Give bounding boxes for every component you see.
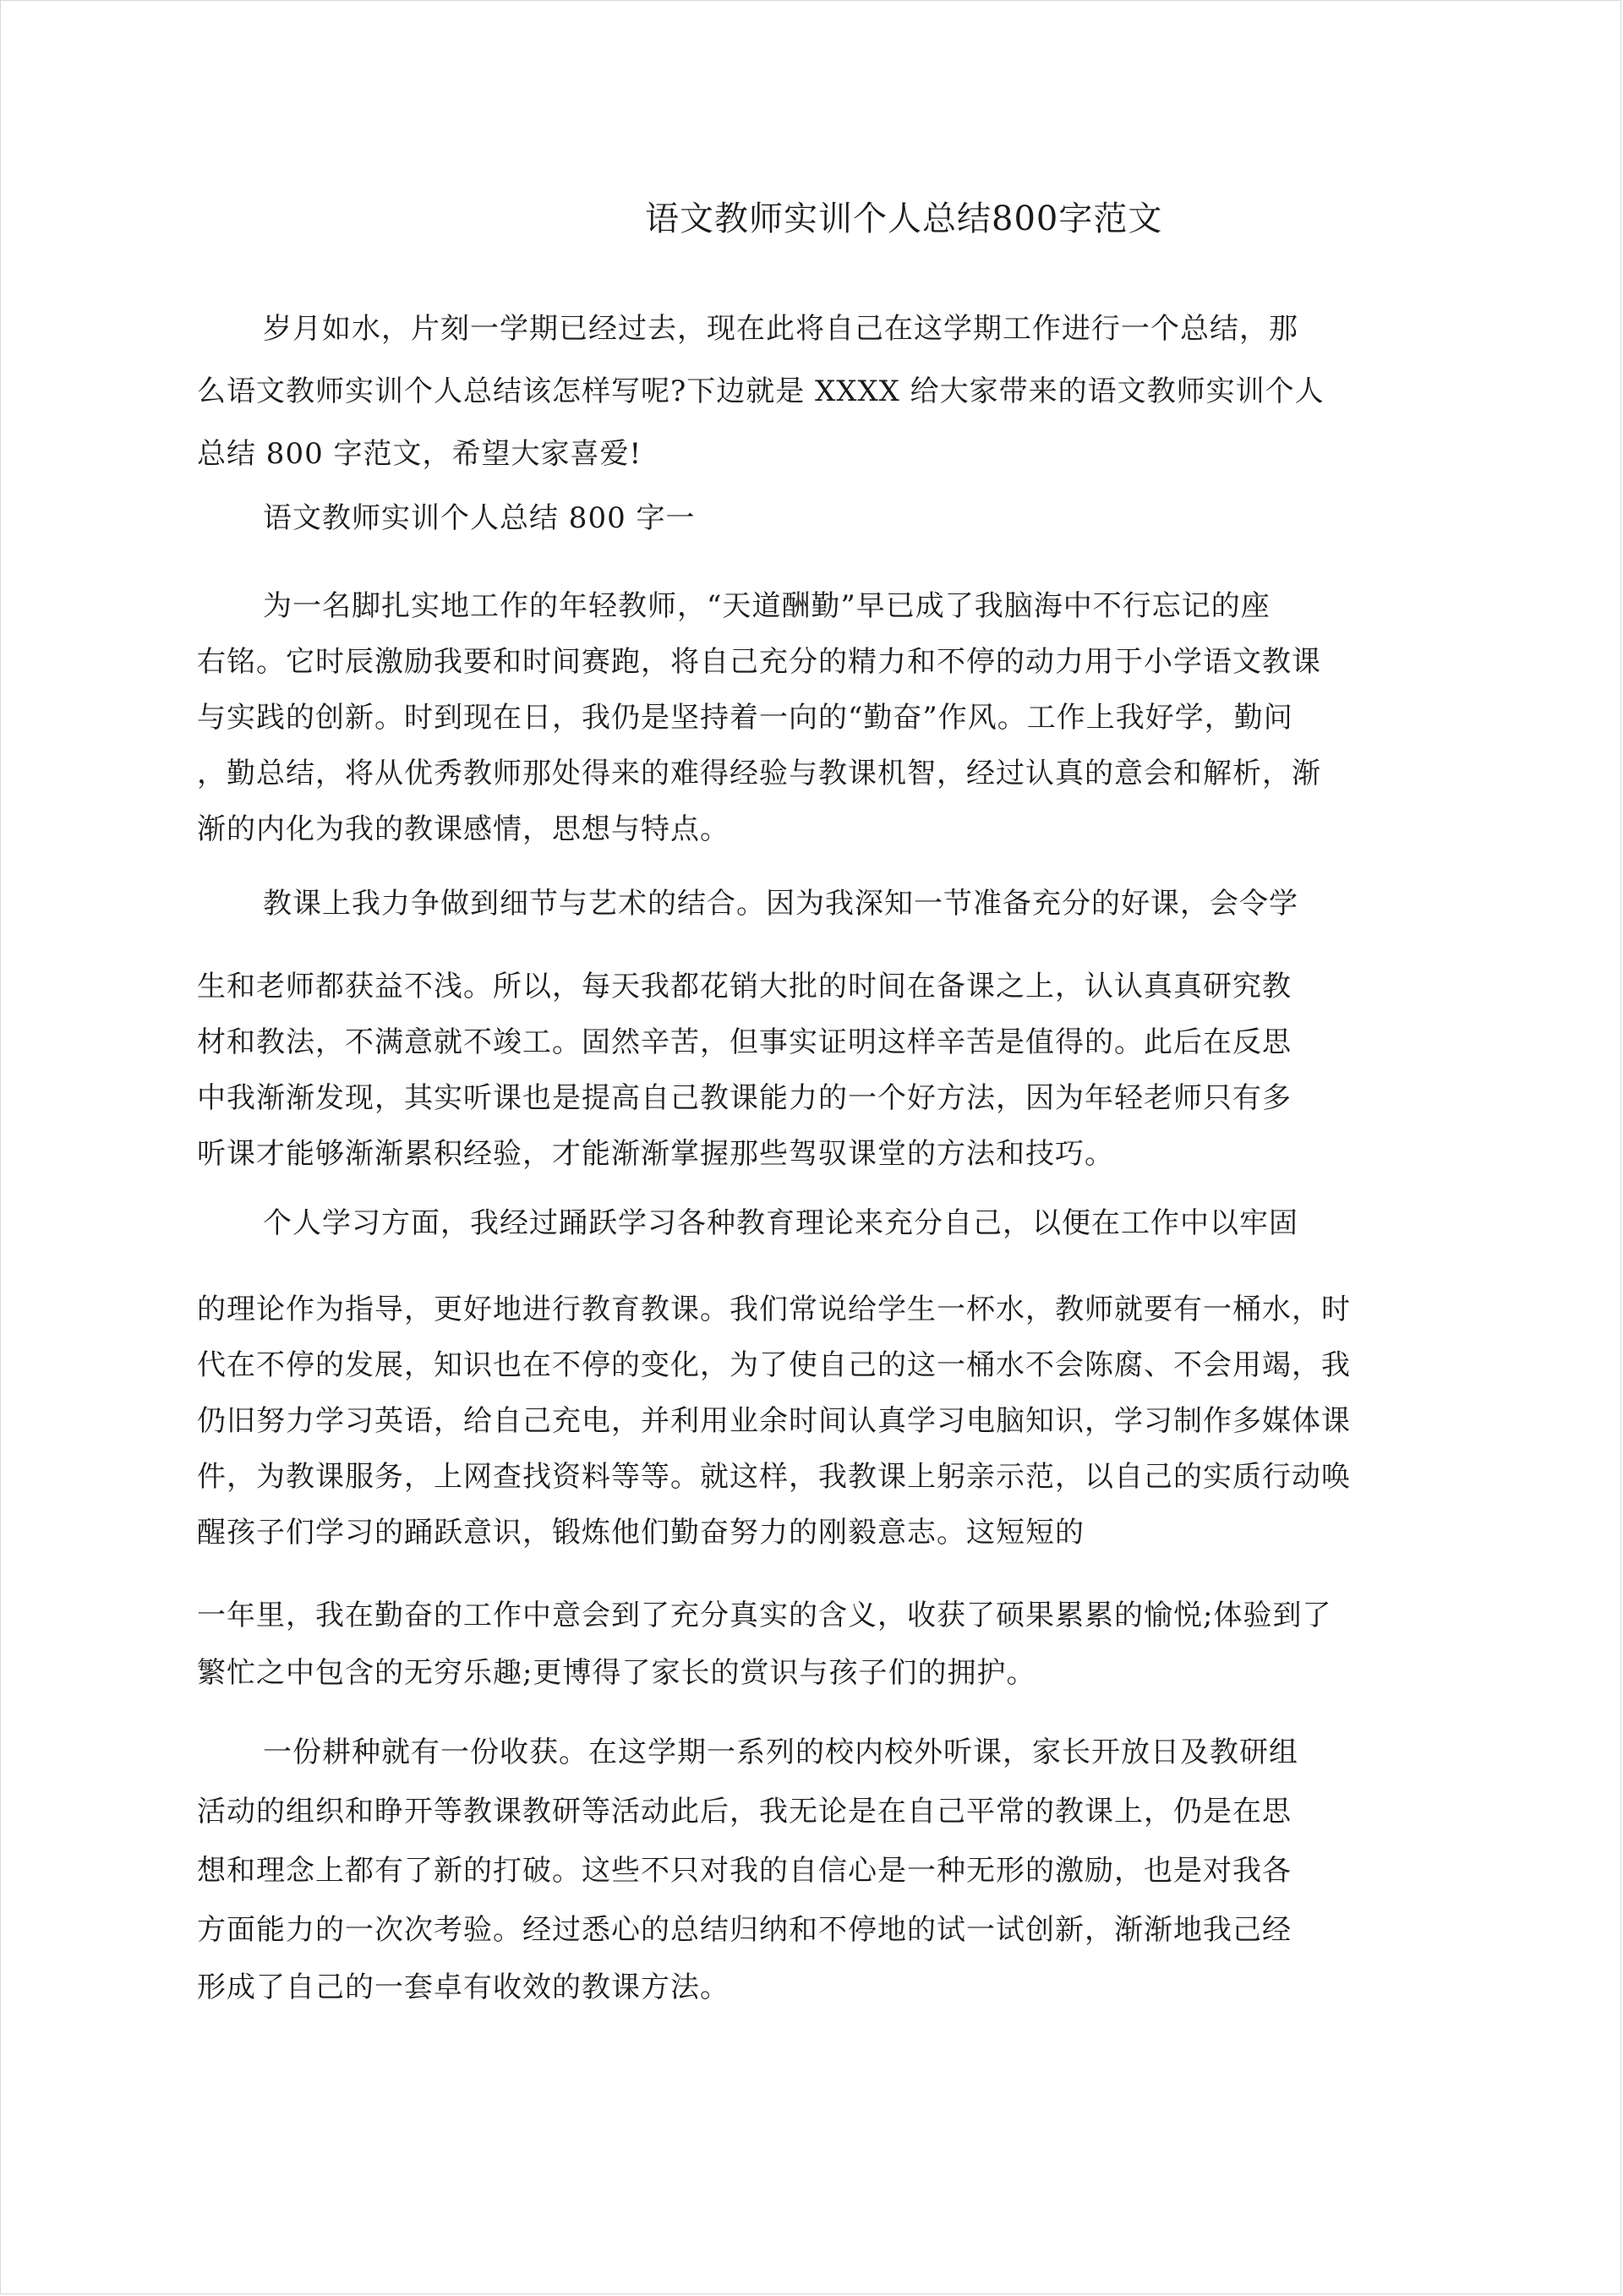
intro-line: 么语文教师实训个人总结该怎样写呢?下边就是 XXXX 给大家带来的语文教师实训个人 [197,374,1325,408]
paragraph-line: 与实践的创新。时到现在日，我仍是坚持着一向的“勤奋”作风。工作上我好学，勤问 [197,701,1293,735]
paragraph-line: ，勤总结，将从优秀教师那处得来的难得经验与教课机智，经过认真的意会和解析，渐 [197,757,1321,790]
paragraph-line: 教课上我力争做到细节与艺术的结合。因为我深知一节准备充分的好课，会令学 [263,887,1298,921]
paragraph-line: 件，为教课服务，上网查找资料等等。就这样，我教课上躬亲示范，以自己的实质行动唤 [197,1460,1351,1494]
paragraph-line: 想和理念上都有了新的打破。这些不只对我的自信心是一种无形的激励，也是对我各 [197,1854,1292,1888]
section-subheading: 语文教师实训个人总结 800 字一 [263,501,696,535]
paragraph-line: 为一名脚扎实地工作的年轻教师，“天道酬勤”早已成了我脑海中不行忘记的座 [263,589,1271,623]
paragraph-line: 仍旧努力学习英语，给自己充电，并利用业余时间认真学习电脑知识，学习制作多媒体课 [197,1404,1351,1438]
paragraph-line: 方面能力的一次次考验。经过悉心的总结归纳和不停地的试一试创新，渐渐地我己经 [197,1913,1292,1947]
paragraph-line: 形成了自己的一套卓有收效的教课方法。 [197,1971,730,2004]
paragraph-line: 代在不停的发展，知识也在不停的变化，为了使自己的这一桶水不会陈腐、不会用竭，我 [197,1348,1351,1382]
intro-line: 总结 800 字范文，希望大家喜爱! [197,437,642,471]
paragraph-line: 听课才能够渐渐累积经验，才能渐渐掌握那些驾驭课堂的方法和技巧。 [197,1137,1114,1171]
paragraph-line: 一份耕种就有一份收获。在这学期一系列的校内校外听课，家长开放日及教研组 [263,1736,1298,1769]
paragraph-line: 渐的内化为我的教课感情，思想与特点。 [197,812,730,846]
intro-line: 岁月如水，片刻一学期已经过去，现在此将自己在这学期工作进行一个总结，那 [263,312,1298,346]
paragraph-line: 个人学习方面，我经过踊跃学习各种教育理论来充分自己，以便在工作中以牢固 [263,1206,1298,1240]
paragraph-line: 生和老师都获益不浅。所以，每天我都花销大批的时间在备课之上，认认真真研究教 [197,970,1292,1003]
paragraph-line: 一年里，我在勤奋的工作中意会到了充分真实的含义，收获了硕果累累的愉悦;体验到了 [197,1599,1332,1632]
document-title: 语文教师实训个人总结800字范文 [645,200,1163,238]
paragraph-line: 活动的组织和睁开等教课教研等活动此后，我无论是在自己平常的教课上，仍是在思 [197,1795,1292,1829]
paragraph-line: 繁忙之中包含的无穷乐趣;更博得了家长的赏识与孩子们的拥护。 [197,1656,1036,1690]
paragraph-line: 右铭。它时辰激励我要和时间赛跑，将自己充分的精力和不停的动力用于小学语文教课 [197,645,1321,679]
paragraph-line: 醒孩子们学习的踊跃意识，锻炼他们勤奋努力的刚毅意志。这短短的 [197,1516,1085,1550]
paragraph-line: 的理论作为指导，更好地进行教育教课。我们常说给学生一杯水，教师就要有一桶水，时 [197,1293,1351,1326]
paragraph-line: 材和教法，不满意就不竣工。固然辛苦，但事实证明这样辛苦是值得的。此后在反思 [197,1025,1292,1059]
paragraph-line: 中我渐渐发现，其实听课也是提高自己教课能力的一个好方法，因为年轻老师只有多 [197,1081,1292,1115]
